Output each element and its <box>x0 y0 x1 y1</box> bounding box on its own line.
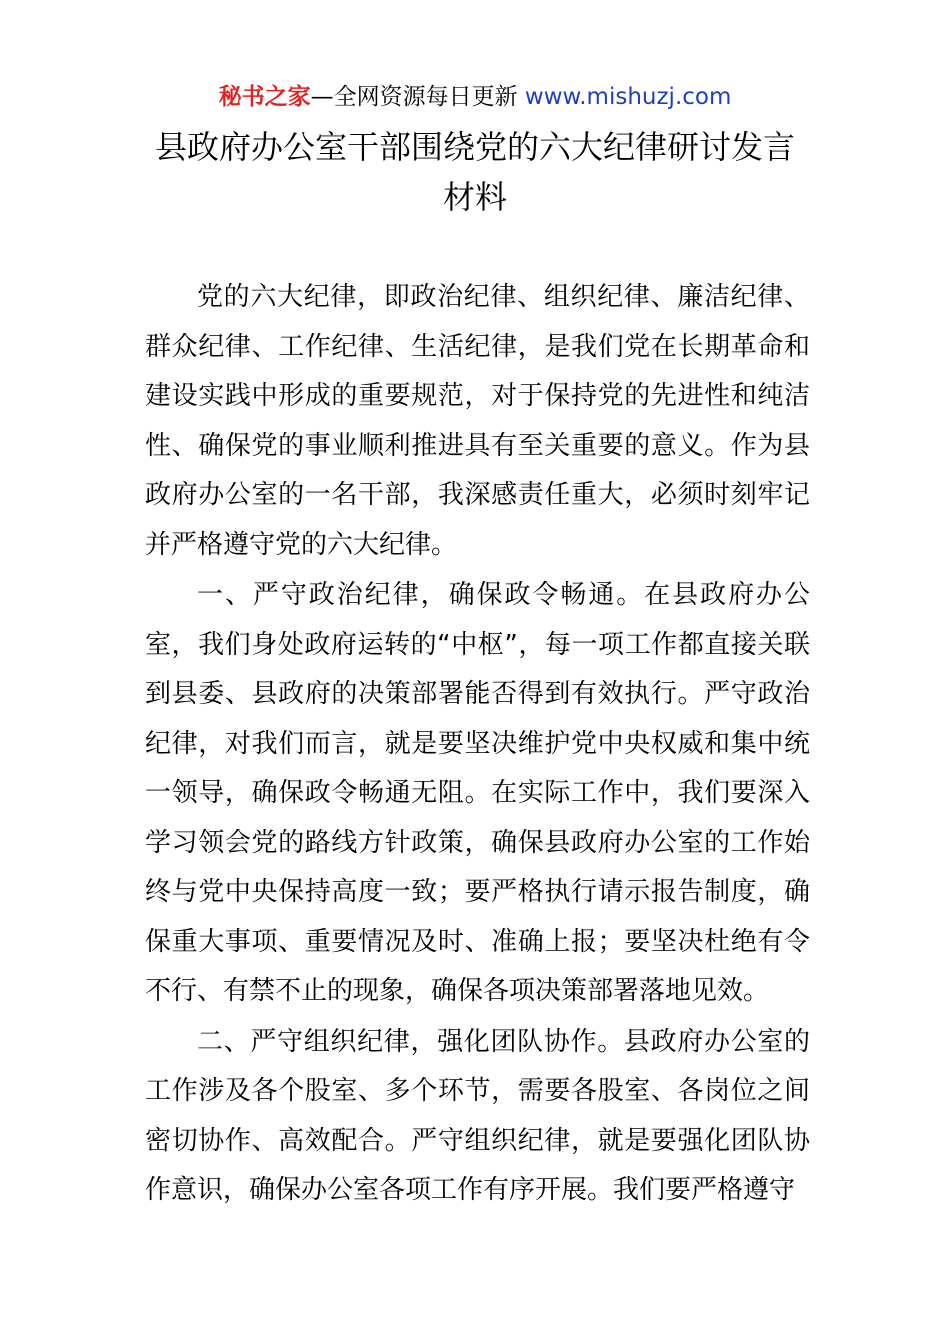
document-body <box>145 273 810 1216</box>
paragraph-political-discipline: 一、严守政治纪律，确保政令畅通。在县政府办公室，我们身处政府运转的“中枢”，每一项工作都直接关联到县委、县政府的决策部署能否得到有效执行。严守政治纪律，对我们而言，就是要坚决维护党中央权威和集中统一领导，确保政令畅通无阻。在实际工作中，我们要深入学习领会党的路线方针政策，确保县政府办公室的工作始终与党中央保持高度一致；要严格执行请示报告制度，确保重大事项、重要情况及时、准确上报；要坚决杜绝有令不行、有禁不止的现象，确保各项决策部署落地见效。 <box>145 580 810 1006</box>
site-url-link[interactable]: www.mishuzj.com <box>524 84 732 110</box>
document-title-line-1: 县政府办公室干部围绕党的六大纪律研讨发言 <box>154 128 795 166</box>
site-tagline: 全网资源每日更新 <box>333 84 525 110</box>
paragraph-organizational-discipline: 二、严守组织纪律，强化团队协作。县政府办公室的工作涉及各个股室、多个环节，需要各股室、各岗位之间密切协作、高效配合。严守组织纪律，就是要强化团队协作意识，确保办公室各项工作有序开展。我们要严格遵守 <box>145 1026 810 1205</box>
document-title-line-2: 材料 <box>442 178 507 216</box>
document-title <box>0 122 950 222</box>
paragraph-intro: 党的六大纪律，即政治纪律、组织纪律、廉洁纪律、群众纪律、工作纪律、生活纪律，是我们党在长期革命和建设实践中形成的重要规范，对于保持党的先进性和纯洁性、确保党的事业顺利推进具有至关重要的意义。作为县政府办公室的一名干部，我深感责任重大，必须时刻牢记并严格遵守党的六大纪律。 <box>145 282 810 560</box>
site-header <box>0 80 950 114</box>
header-dash: — <box>310 84 334 110</box>
site-brand: 秘书之家 <box>218 84 311 110</box>
